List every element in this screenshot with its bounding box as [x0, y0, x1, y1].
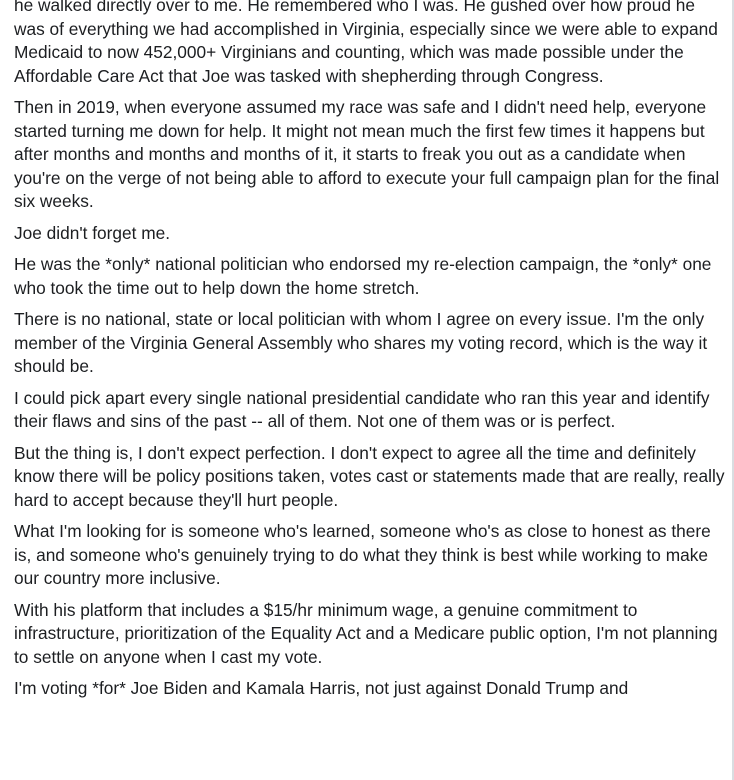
post-paragraph: With his platform that includes a $15/hr minimum wage, a genuine commitment to infrastructure, prioritization of the Equality Act and a Medicare public option, I'm not planning to settle on anyone when I cast my vote. [14, 599, 718, 667]
post-paragraph: But the thing is, I don't expect perfection. I don't expect to agree all the time and definitely know there will be policy positions taken, votes cast or statements made that are really, really hard to accept because they'll hurt people. [14, 442, 725, 510]
post-paragraph: Joe didn't forget me. [14, 222, 171, 243]
post-paragraph: he walked directly over to me. He remembered who I was. He gushed over how proud he was of everything we had accomplished in Virginia, especially since we were able to expand Medicaid to now 452,000+ Virginians and counting, which was made possible under the Affordable Care Act that Joe was tasked with shepherding through Congress. [14, 0, 718, 86]
post-paragraph: He was the *only* national politician who endorsed my re-election campaign, the *only* one who took the time out to help down the home stretch. [14, 254, 712, 298]
post-paragraph: Then in 2019, when everyone assumed my race was safe and I didn't need help, everyone started turning me down for help. It might not mean much the first few times it happens but after months and months and months of it, it starts to freak you out as a candidate when you're on the verge of not being able to afford to execute your full campaign plan for the final six weeks. [14, 97, 720, 211]
post-body [14, 0, 726, 709]
post-paragraph: I could pick apart every single national presidential candidate who ran this year and identify their flaws and sins of the past -- all of them. Not one of them was or is perfect. [14, 387, 710, 431]
post-paragraph: There is no national, state or local politician with whom I agree on every issue. I'm the only member of the Virginia General Assembly who shares my voting record, which is the way it should be. [14, 309, 708, 376]
post-paragraph: What I'm looking for is someone who's learned, someone who's as close to honest as there is, and someone who's genuinely trying to do what they think is best while working to make our country more inclusive. [14, 521, 711, 588]
post-paragraph: I'm voting *for* Joe Biden and Kamala Harris, not just against Donald Trump and [14, 678, 629, 698]
